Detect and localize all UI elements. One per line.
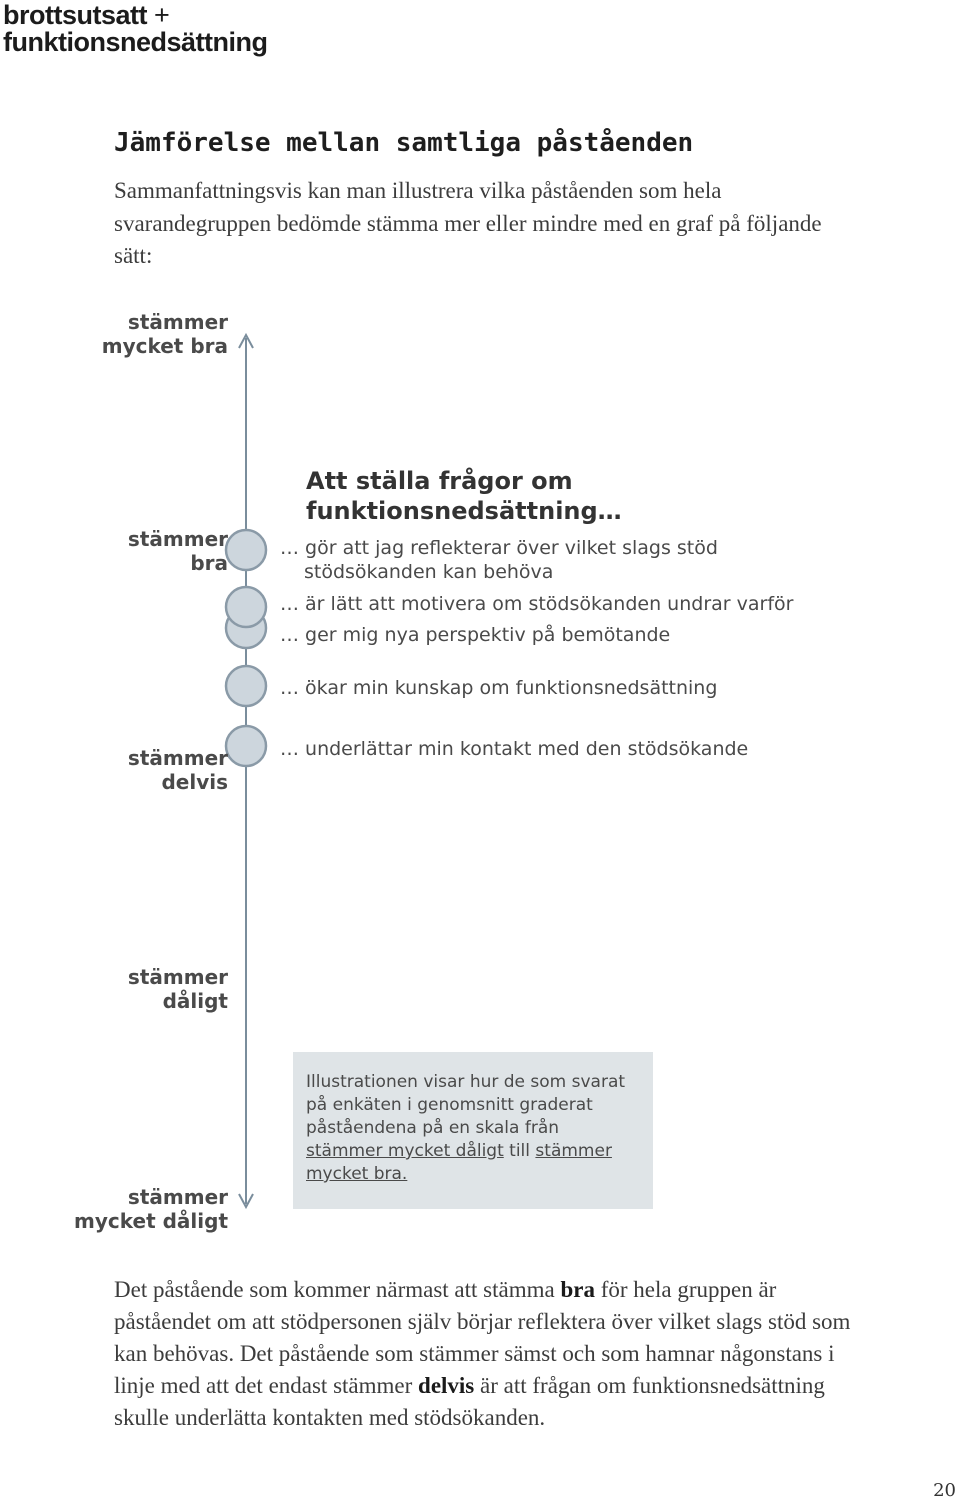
logo-line-1: brottsutsatt + [3, 0, 170, 30]
intro-paragraph: Sammanfattningsvis kan man illustrera vilka påståenden som hela svarandegruppen bedömde stämma mer eller mindre med en graf på följande sätt: [114, 178, 822, 268]
statement-1-line-1: … gör att jag reflekterar över vilket slags stöd [280, 537, 718, 559]
scale-label-poor: stämmer dåligt [127, 965, 228, 1013]
body-paragraph [114, 1274, 854, 1434]
statement-1-line-2: stödsökanden kan behöva [304, 561, 554, 583]
statement-3: … ger mig nya perspektiv på bemötande [280, 624, 671, 646]
scale-label-very-poor: stämmer mycket dåligt [74, 1185, 228, 1233]
emphasis-bra: bra [560, 1277, 595, 1302]
body-text-part-1: Det påstående som kommer närmast att stämma [114, 1277, 555, 1302]
statement-5: … underlättar min kontakt med den stödsökande [280, 738, 749, 760]
figure-note-box [293, 1052, 653, 1209]
logo-line-2: funktionsnedsättning [3, 27, 268, 57]
publication-logo [3, 2, 267, 56]
statement-marker-4 [226, 666, 266, 706]
body-text-part-3: är att frågan om funktionsnedsättning skulle underlätta kontakten med stödsökanden. [114, 1373, 825, 1430]
note-text: Illustrationen visar hur de som svarat på enkäten i genomsnitt graderat påståendena på en skala [306, 1072, 626, 1138]
body-text-part-2: för hela gruppen är påståendet om att stödpersonen själv börjar reflektera över vilket slags stöd som kan behövas. Det påstående som stämmer sämst och som hamnar någonstans i linje med att det endast stämmer [114, 1277, 851, 1398]
statement-2: … är lätt att motivera om stödsökanden undrar varför [280, 593, 794, 615]
statement-4: … ökar min kunskap om funktionsnedsättning [280, 677, 718, 699]
figure-heading-line-1: Att ställa frågor om [306, 467, 573, 495]
page-number: 20 [933, 1480, 956, 1501]
note-scale-low: stämmer mycket dåligt [306, 1141, 504, 1161]
rating-scale-figure [0, 300, 960, 1240]
scale-label-partly: stämmer delvis [127, 746, 228, 794]
statement-marker-2 [226, 587, 266, 627]
scale-label-good: stämmer bra [127, 527, 228, 575]
emphasis-delvis: delvis [418, 1373, 475, 1398]
note-scale-high: stämmer mycket bra. [306, 1141, 612, 1184]
statement-marker-5 [226, 726, 266, 766]
figure-heading [306, 466, 622, 526]
note-till: till [509, 1141, 531, 1161]
statement-marker-1 [226, 530, 266, 570]
statement-1 [280, 536, 718, 584]
logo-plus: + [154, 0, 170, 30]
figure-heading-line-2: funktionsnedsättning… [306, 497, 622, 525]
scale-label-very-good: stämmer mycket bra [101, 310, 228, 358]
note-from: från [524, 1118, 560, 1138]
section-title: Jämförelse mellan samtliga påståenden [114, 128, 694, 158]
